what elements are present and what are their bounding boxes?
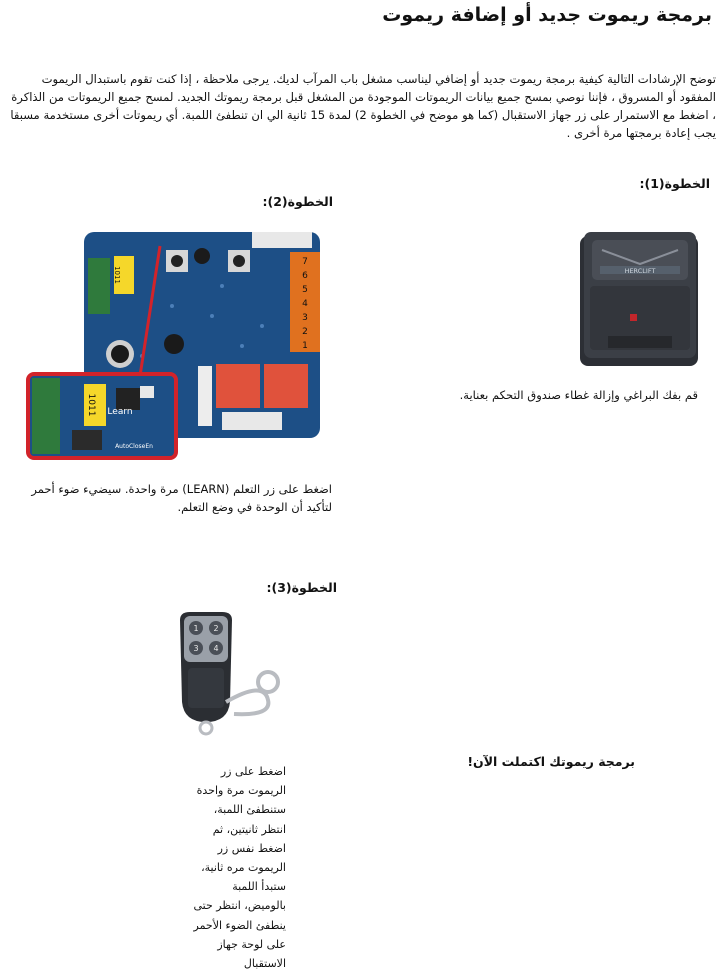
completion-message: برمجة ريموتك اكتملت الآن! bbox=[467, 754, 635, 769]
control-box-image bbox=[578, 226, 702, 370]
terminal-7: 7 bbox=[302, 257, 308, 267]
terminal-5: 5 bbox=[302, 285, 308, 295]
terminal-4: 4 bbox=[302, 299, 308, 309]
inset-learn-label: Learn bbox=[107, 407, 133, 417]
remote-button-4: 4 bbox=[213, 644, 219, 653]
step1-text: قم بفك البراغي وإزالة غطاء صندوق التحكم بعناية. bbox=[459, 388, 698, 402]
remote-button-3: 3 bbox=[193, 644, 199, 653]
inset-relay-code: 1011 bbox=[86, 393, 96, 417]
step2-text: اضغط على زر التعلم (LEARN) مرة واحدة. سيضيء ضوء أحمر لتأكيد أن الوحدة في وضع التعلم. bbox=[31, 482, 332, 514]
remote-button-1: 1 bbox=[193, 624, 199, 633]
terminal-3: 3 bbox=[302, 313, 308, 323]
terminal-2: 2 bbox=[302, 327, 308, 337]
terminal-1: 1 bbox=[302, 341, 308, 351]
step1-heading: الخطوة(1): bbox=[639, 176, 710, 191]
terminal-6: 6 bbox=[302, 271, 308, 281]
remote-image bbox=[168, 610, 283, 750]
step2-heading: الخطوة(2): bbox=[262, 194, 333, 209]
board-relay-code: 1011 bbox=[113, 266, 121, 284]
page-title: برمجة ريموت جديد أو إضافة ريموت bbox=[382, 4, 712, 26]
step3-heading: الخطوة(3): bbox=[266, 580, 337, 595]
inset-autoclose-label: AutoCloseEn bbox=[115, 443, 153, 450]
step3-text: اضغط على زر الريموت مرة واحدة ستنطفئ اللمبة، انتظر ثانيتين، ثم اضغط نفس زر الريموت مره ثانية، ستبدأ اللمبة بالوميض، انتظر حتى ينطفئ الضوء الأحمر على لوحة جهاز الاستقبال bbox=[193, 765, 286, 971]
box-brand-text: HERCLIFT bbox=[624, 267, 656, 275]
remote-button-2: 2 bbox=[213, 624, 219, 633]
receiver-board-image bbox=[22, 226, 326, 466]
intro-paragraph: توضح الإرشادات التالية كيفية برمجة ريموت جديد أو إضافي ليناسب مشغل باب المرآب لديك. يرجى ملاحظة ، إذا كنت تقوم باستبدال الريموت المفقود أو المسروق ، فإننا نوصي بمسح جميع بيانات الريموتات الموجودة من المشغل قبل برمجة ريموتك الجديد. لمسح جميع الريموتات من الذاكرة ، اضغط مع الاستمرار على زر جهاز الاستقبال (كما هو موضح في الخطوة 2) لمدة 15 ثانية الي ان تنطفئ اللمبة. أي ريموتات أخرى مستخدمة مسبقا يجب إعادة برمجتها مرة أخرى . bbox=[10, 72, 716, 140]
